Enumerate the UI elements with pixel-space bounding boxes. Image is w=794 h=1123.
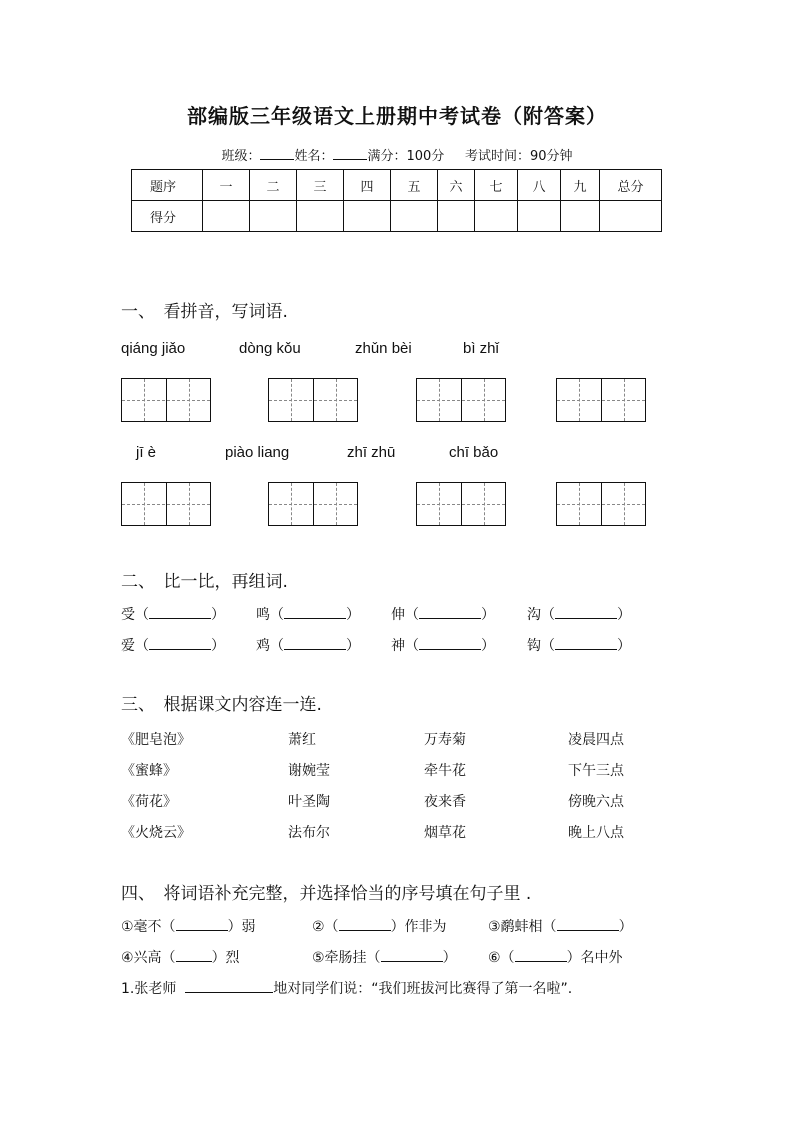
header-cell: 四 xyxy=(344,170,391,201)
answer-blank[interactable] xyxy=(419,637,481,650)
header-cell: 五 xyxy=(391,170,438,201)
class-label: 班级： xyxy=(221,149,261,164)
match-item[interactable]: 傍晚六点 xyxy=(568,794,624,810)
writing-grid[interactable] xyxy=(416,378,506,422)
score-cell[interactable] xyxy=(391,201,438,232)
match-item[interactable]: 万寿菊 xyxy=(424,732,466,748)
score-cell[interactable] xyxy=(475,201,518,232)
pinyin: qiáng jiǎo xyxy=(121,340,186,357)
compare-item: 爱（ ） xyxy=(121,638,225,654)
page-title: 部编版三年级语文上册期中考试卷（附答案） xyxy=(187,104,607,128)
score-table-score-row xyxy=(132,201,662,232)
match-item[interactable]: 烟草花 xyxy=(424,825,466,841)
writing-grid[interactable] xyxy=(556,378,646,422)
match-item[interactable]: 谢婉莹 xyxy=(288,763,330,779)
header-cell: 七 xyxy=(475,170,518,201)
writing-grid[interactable] xyxy=(121,482,211,526)
idiom-item: ⑤牵肠挂（ ） xyxy=(312,950,457,966)
exam-info xyxy=(0,145,794,164)
section1-heading: 一、 看拼音，写词语. xyxy=(121,302,288,322)
match-item[interactable]: 《火烧云》 xyxy=(121,825,191,841)
full-score: 满分：100分 xyxy=(367,149,445,164)
header-cell: 二 xyxy=(250,170,297,201)
pinyin: chī bǎo xyxy=(449,444,499,461)
match-item[interactable]: 晚上八点 xyxy=(568,825,624,841)
pinyin: zhǔn bèi xyxy=(355,340,412,357)
score-cell[interactable] xyxy=(203,201,250,232)
section4-heading: 四、 将词语补充完整，并选择恰当的序号填在句子里 . xyxy=(121,884,532,904)
match-item[interactable]: 萧红 xyxy=(288,732,316,748)
section2-heading: 二、 比一比，再组词. xyxy=(121,572,288,592)
writing-grid[interactable] xyxy=(268,378,358,422)
pinyin: zhī zhū xyxy=(347,444,396,461)
answer-blank[interactable] xyxy=(176,918,228,931)
score-label-cell: 得分 xyxy=(132,201,203,232)
match-item[interactable]: 法布尔 xyxy=(288,825,330,841)
score-cell[interactable] xyxy=(344,201,391,232)
score-cell[interactable] xyxy=(518,201,561,232)
writing-grid[interactable] xyxy=(121,378,211,422)
answer-blank[interactable] xyxy=(149,637,211,650)
answer-blank[interactable] xyxy=(557,918,619,931)
header-cell: 九 xyxy=(561,170,600,201)
idiom-item: ④兴高（ ）烈 xyxy=(121,950,240,966)
answer-blank[interactable] xyxy=(284,606,346,619)
score-cell[interactable] xyxy=(250,201,297,232)
match-item[interactable]: 凌晨四点 xyxy=(568,732,624,748)
answer-blank[interactable] xyxy=(555,606,617,619)
pinyin: dòng kǒu xyxy=(239,340,301,357)
score-table xyxy=(131,169,662,232)
match-item[interactable]: 《蜜蜂》 xyxy=(121,763,177,779)
compare-item: 沟（ ） xyxy=(527,607,631,623)
header-cell: 三 xyxy=(297,170,344,201)
pinyin: jī è xyxy=(136,444,157,461)
writing-grid[interactable] xyxy=(556,482,646,526)
match-item[interactable]: 夜来香 xyxy=(424,794,466,810)
writing-grid[interactable] xyxy=(416,482,506,526)
header-cell: 六 xyxy=(438,170,475,201)
compare-item: 受（ ） xyxy=(121,607,225,623)
answer-blank[interactable] xyxy=(149,606,211,619)
score-cell[interactable] xyxy=(561,201,600,232)
idiom-item: ②（ ）作非为 xyxy=(312,919,447,935)
idiom-item: ⑥（ ）名中外 xyxy=(488,950,623,966)
class-blank[interactable] xyxy=(260,147,294,160)
header-cell: 题序 xyxy=(132,170,203,201)
answer-blank[interactable] xyxy=(339,918,391,931)
compare-item: 鸣（ ） xyxy=(256,607,360,623)
header-cell: 总分 xyxy=(600,170,662,201)
name-blank[interactable] xyxy=(333,147,367,160)
answer-blank[interactable] xyxy=(515,949,567,962)
writing-grid[interactable] xyxy=(268,482,358,526)
compare-item: 伸（ ） xyxy=(391,607,495,623)
idiom-item: ③鹬蚌相（ ） xyxy=(488,919,633,935)
answer-blank[interactable] xyxy=(419,606,481,619)
score-table-header-row xyxy=(132,170,662,201)
header-cell: 一 xyxy=(203,170,250,201)
match-item[interactable]: 叶圣陶 xyxy=(288,794,330,810)
answer-blank[interactable] xyxy=(381,949,443,962)
name-label: 姓名： xyxy=(294,149,334,164)
header-cell: 八 xyxy=(518,170,561,201)
question-1: 1.张老师 地对同学们说：“我们班拔河比赛得了第一名啦”. xyxy=(121,981,573,997)
match-item[interactable]: 牵牛花 xyxy=(424,763,466,779)
compare-item: 鸡（ ） xyxy=(256,638,360,654)
score-cell[interactable] xyxy=(297,201,344,232)
score-cell[interactable] xyxy=(438,201,475,232)
match-item[interactable]: 《荷花》 xyxy=(121,794,177,810)
match-item[interactable]: 《肥皂泡》 xyxy=(121,732,191,748)
section3-heading: 三、 根据课文内容连一连. xyxy=(121,695,322,715)
compare-item: 神（ ） xyxy=(391,638,495,654)
idiom-item: ①毫不（ ）弱 xyxy=(121,919,256,935)
answer-blank[interactable] xyxy=(555,637,617,650)
answer-blank[interactable] xyxy=(185,980,273,993)
match-item[interactable]: 下午三点 xyxy=(568,763,624,779)
answer-blank[interactable] xyxy=(176,949,212,962)
answer-blank[interactable] xyxy=(284,637,346,650)
score-cell[interactable] xyxy=(600,201,662,232)
compare-item: 钩（ ） xyxy=(527,638,631,654)
exam-time: 考试时间：90分钟 xyxy=(464,149,573,164)
pinyin: bì zhǐ xyxy=(463,340,499,357)
pinyin: piào liang xyxy=(225,444,290,461)
